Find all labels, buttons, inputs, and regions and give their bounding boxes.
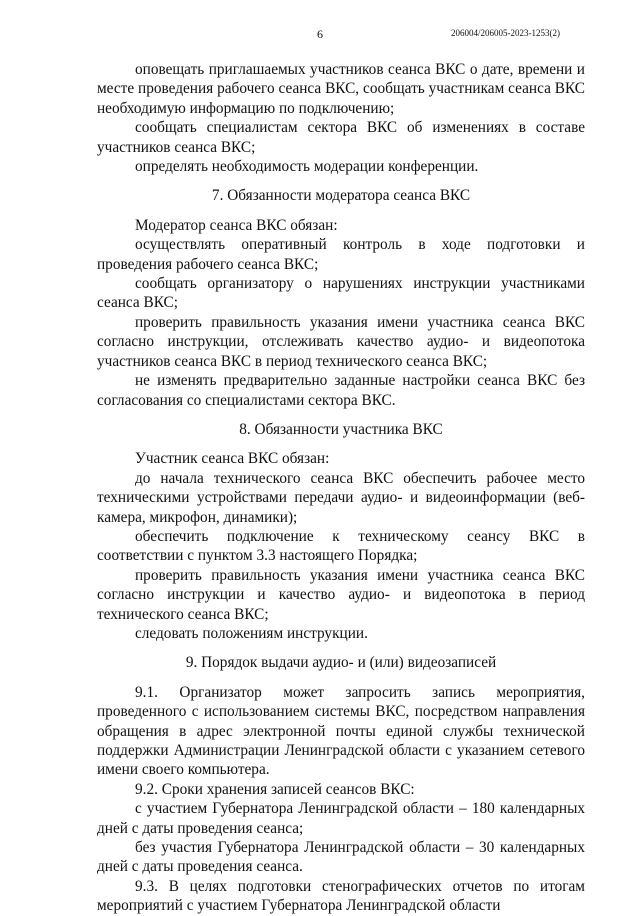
document-body — [97, 60, 585, 916]
paragraph: обеспечить подключение к техническому сеансу ВКС в соответствии с пунктом 3.3 настоящего Порядка; — [97, 527, 585, 565]
paragraph: сообщать специалистам сектора ВКС об изменениях в составе участников сеанса ВКС; — [97, 119, 585, 156]
paragraph: Модератор сеанса ВКС обязан: — [135, 216, 338, 234]
paragraph: определять необходимость модерации конференции. — [135, 158, 479, 176]
paragraph: 9.2. Сроки хранения записей сеансов ВКС: — [135, 780, 415, 798]
paragraph: 9.1. Организатор может запросить запись мероприятия, проведенного с использованием системы ВКС, посредством направления обращения в адрес электронной почты единой службы технической поддержки Администрации Ленинградской области с указанием сетевого имени своего компьютера. — [97, 683, 585, 779]
paragraph: не изменять предварительно заданные настройки сеанса ВКС без согласования со специалистами сектора ВКС. — [97, 372, 585, 409]
paragraph: проверить правильность указания имени участника сеанса ВКС согласно инструкции, отслеживать качество аудио- и видеопотока участников сеанса ВКС в период технического сеанса ВКС; — [97, 313, 585, 370]
paragraph: Участник сеанса ВКС обязан: — [135, 450, 330, 468]
section-heading: 8. Обязанности участника ВКС — [239, 420, 443, 438]
section-heading: 7. Обязанности модератора сеанса ВКС — [211, 187, 471, 205]
paragraph: 9.3. В целях подготовки стенографических отчетов по итогам мероприятий с участием Губернатора Ленинградской области — [97, 877, 585, 915]
paragraph: оповещать приглашаемых участников сеанса ВКС о дате, времени и месте проведения рабочего сеанса ВКС, сообщать участникам сеанса ВКС необходимую информацию по подключению; — [97, 61, 585, 117]
document-number: 206004/206005-2023-1253(2) — [451, 28, 560, 38]
paragraph: с участием Губернатора Ленинградской области – 180 календарных дней с даты проведения сеанса; — [97, 800, 585, 837]
paragraph: без участия Губернатора Ленинградской области – 30 календарных дней с даты проведения сеанса. — [97, 839, 585, 876]
paragraph: проверить правильность указания имени участника сеанса ВКС согласно инструкции и качество аудио- и видеопотока в период технического сеанса ВКС; — [97, 566, 585, 623]
paragraph: до начала технического сеанса ВКС обеспечить рабочее место техническими устройствами передачи аудио- и видеоинформации (веб-камера, микрофон, динамики); — [97, 469, 585, 526]
paragraph: осуществлять оперативный контроль в ходе подготовки и проведения рабочего сеанса ВКС; — [97, 236, 585, 273]
paragraph: сообщать организатору о нарушениях инструкции участниками сеанса ВКС; — [97, 275, 585, 312]
section-heading: 9. Порядок выдачи аудио- и (или) видеозаписей — [185, 654, 497, 672]
page-number: 6 — [317, 27, 323, 41]
paragraph: следовать положениям инструкции. — [135, 624, 368, 642]
